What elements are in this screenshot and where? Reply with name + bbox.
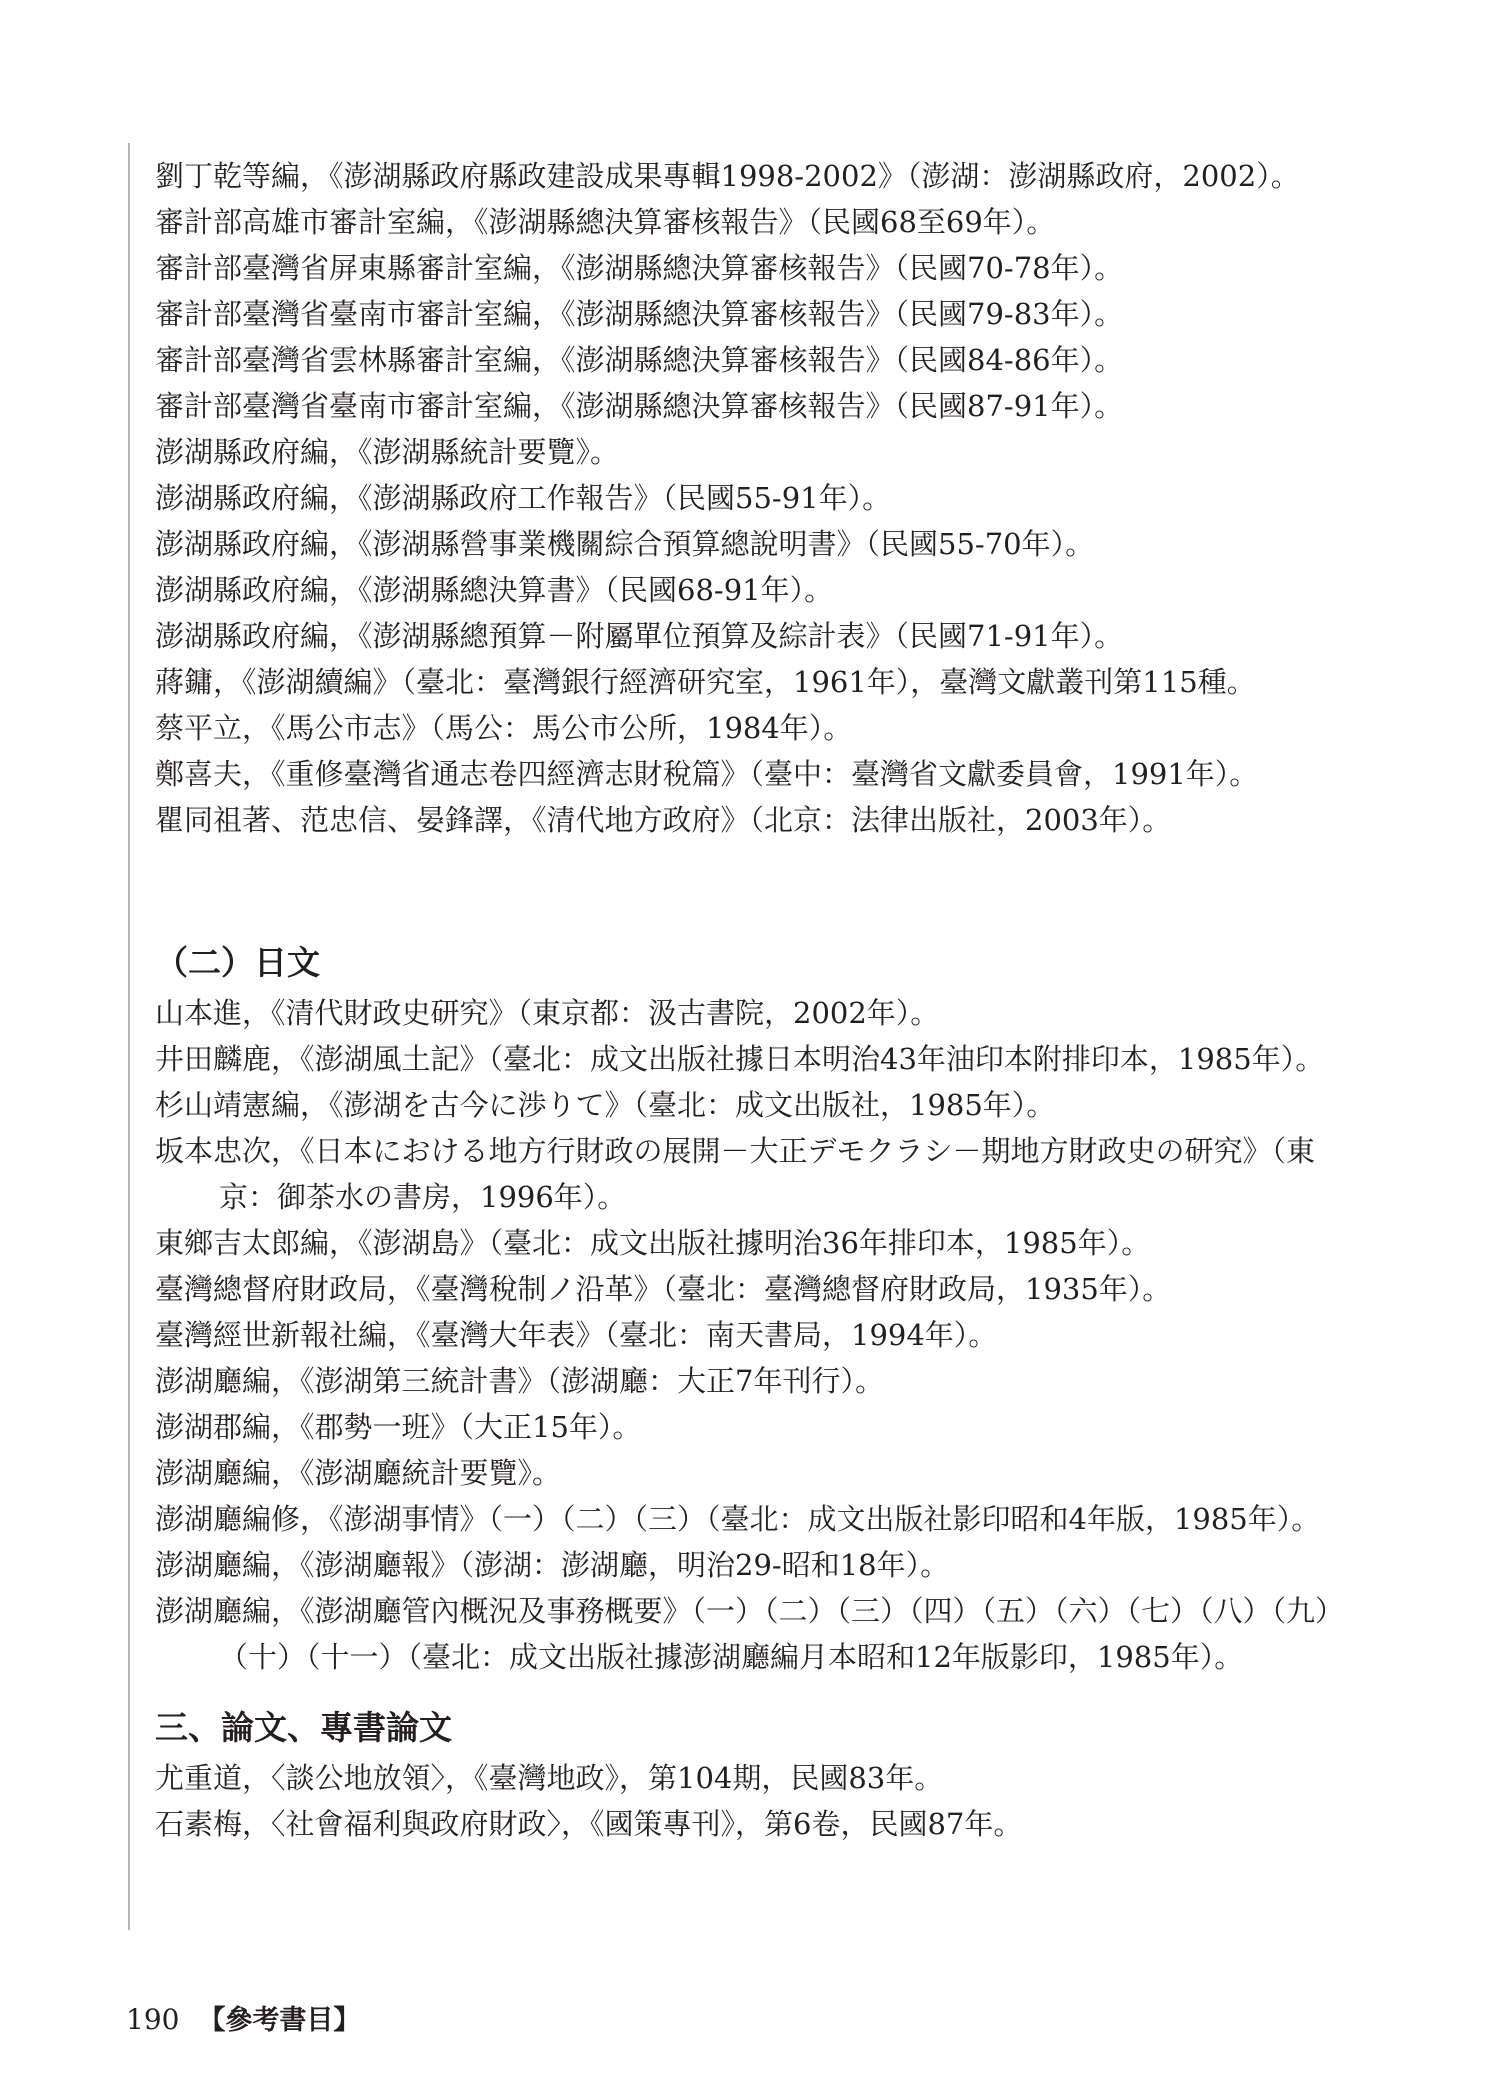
bibliography-entry: 尤重道，〈談公地放領〉，《臺灣地政》，第104期，民國83年。 [155,1761,944,1795]
bibliography-entry: 澎湖縣政府編，《澎湖縣總決算書》（民國68-91年）。 [155,573,834,607]
page-number: 190 [126,2003,180,2036]
bibliography-entry: 蔣鏞，《澎湖續編》（臺北：臺灣銀行經濟研究室，1961年），臺灣文獻叢刊第115種。 [155,665,1256,699]
bibliography-entry: 澎湖廳編，《澎湖廳管內概況及事務概要》（一）（二）（三）（四）（五）（六）（七）（八）（九）（十）（十一）（臺北：成文出版社據澎湖廳編月本昭和12年版影印，1985年）。 [155,1594,1345,1674]
japanese-books-list [155,990,1355,1680]
bibliography-entry: 澎湖廳編，《澎湖廳報》（澎湖：澎湖廳，明治29-昭和18年）。 [155,1548,950,1582]
bibliography-entry: 澎湖縣政府編，《澎湖縣總預算－附屬單位預算及綜計表》（民國71-91年）。 [155,619,1124,653]
page-footer [126,2000,360,2041]
bibliography-entry: 井田麟鹿，《澎湖風土記》（臺北：成文出版社據日本明治43年油印本附排印本，1985年）。 [155,1042,1325,1076]
japanese-section-heading: （二）日文 [155,943,320,982]
bibliography-entry: 審計部臺灣省臺南市審計室編，《澎湖縣總決算審核報告》（民國79-83年）。 [155,297,1124,331]
bibliography-entry: 鄭喜夫，《重修臺灣省通志卷四經濟志財稅篇》（臺中：臺灣省文獻委員會，1991年）。 [155,757,1259,791]
bibliography-entry: 澎湖縣政府編，《澎湖縣政府工作報告》（民國55-91年）。 [155,481,892,515]
bibliography-entry: 澎湖廳編，《澎湖廳統計要覽》。 [155,1456,562,1490]
bibliography-entry: 坂本忠次，《日本における地方行財政の展開－大正デモクラシ－期地方財政史の研究》（東京：御茶水の書房，1996年）。 [155,1134,1316,1214]
papers-list [155,1755,1355,1847]
bibliography-entry: 臺灣經世新報社編，《臺灣大年表》（臺北：南天書局，1994年）。 [155,1318,998,1352]
bibliography-entry: 澎湖縣政府編，《澎湖縣統計要覽》。 [155,435,620,469]
bibliography-entry: 審計部臺灣省屏東縣審計室編，《澎湖縣總決算審核報告》（民國70-78年）。 [155,251,1124,285]
bibliography-entry: 石素梅，〈社會福利與政府財政〉，《國策專刊》，第6卷，民國87年。 [155,1807,1023,1841]
bibliography-entry: 審計部臺灣省雲林縣審計室編，《澎湖縣總決算審核報告》（民國84-86年）。 [155,343,1124,377]
bibliography-entry: 山本進，《清代財政史研究》（東京都：汲古書院，2002年）。 [155,996,940,1030]
bibliography-entry: 澎湖郡編，《郡勢一班》（大正15年）。 [155,1410,642,1444]
bibliography-entry: 臺灣總督府財政局，《臺灣稅制ノ沿革》（臺北：臺灣總督府財政局，1935年）。 [155,1272,1172,1306]
bibliography-content [155,153,1355,1847]
bibliography-entry: 審計部臺灣省臺南市審計室編，《澎湖縣總決算審核報告》（民國87-91年）。 [155,389,1124,423]
bibliography-entry: 瞿同祖著、范忠信、晏鋒譯，《清代地方政府》（北京：法律出版社，2003年）。 [155,803,1172,837]
papers-section-heading: 三、論文、專書論文 [155,1708,452,1747]
bibliography-entry: 澎湖廳編，《澎湖第三統計書》（澎湖廳：大正7年刊行）。 [155,1364,884,1398]
bibliography-entry: 劉丁乾等編，《澎湖縣政府縣政建設成果專輯1998-2002》（澎湖：澎湖縣政府，2002）。 [155,159,1300,193]
section-label: 【參考書目】 [198,2005,361,2036]
bibliography-entry: 澎湖縣政府編，《澎湖縣營事業機關綜合預算總說明書》（民國55-70年）。 [155,527,1095,561]
bibliography-entry: 杉山靖憲編，《澎湖を古今に渉りて》（臺北：成文出版社，1985年）。 [155,1088,1056,1122]
chinese-books-list [155,153,1355,843]
bibliography-entry: 審計部高雄市審計室編，《澎湖縣總決算審核報告》（民國68至69年）。 [155,205,1056,239]
margin-rule [128,143,130,1930]
bibliography-entry: 東鄉吉太郎編，《澎湖島》（臺北：成文出版社據明治36年排印本，1985年）。 [155,1226,1151,1260]
bibliography-entry: 澎湖廳編修，《澎湖事情》（一）（二）（三）（臺北：成文出版社影印昭和4年版，1985年）。 [155,1502,1321,1536]
bibliography-entry: 蔡平立，《馬公市志》（馬公：馬公市公所，1984年）。 [155,711,853,745]
